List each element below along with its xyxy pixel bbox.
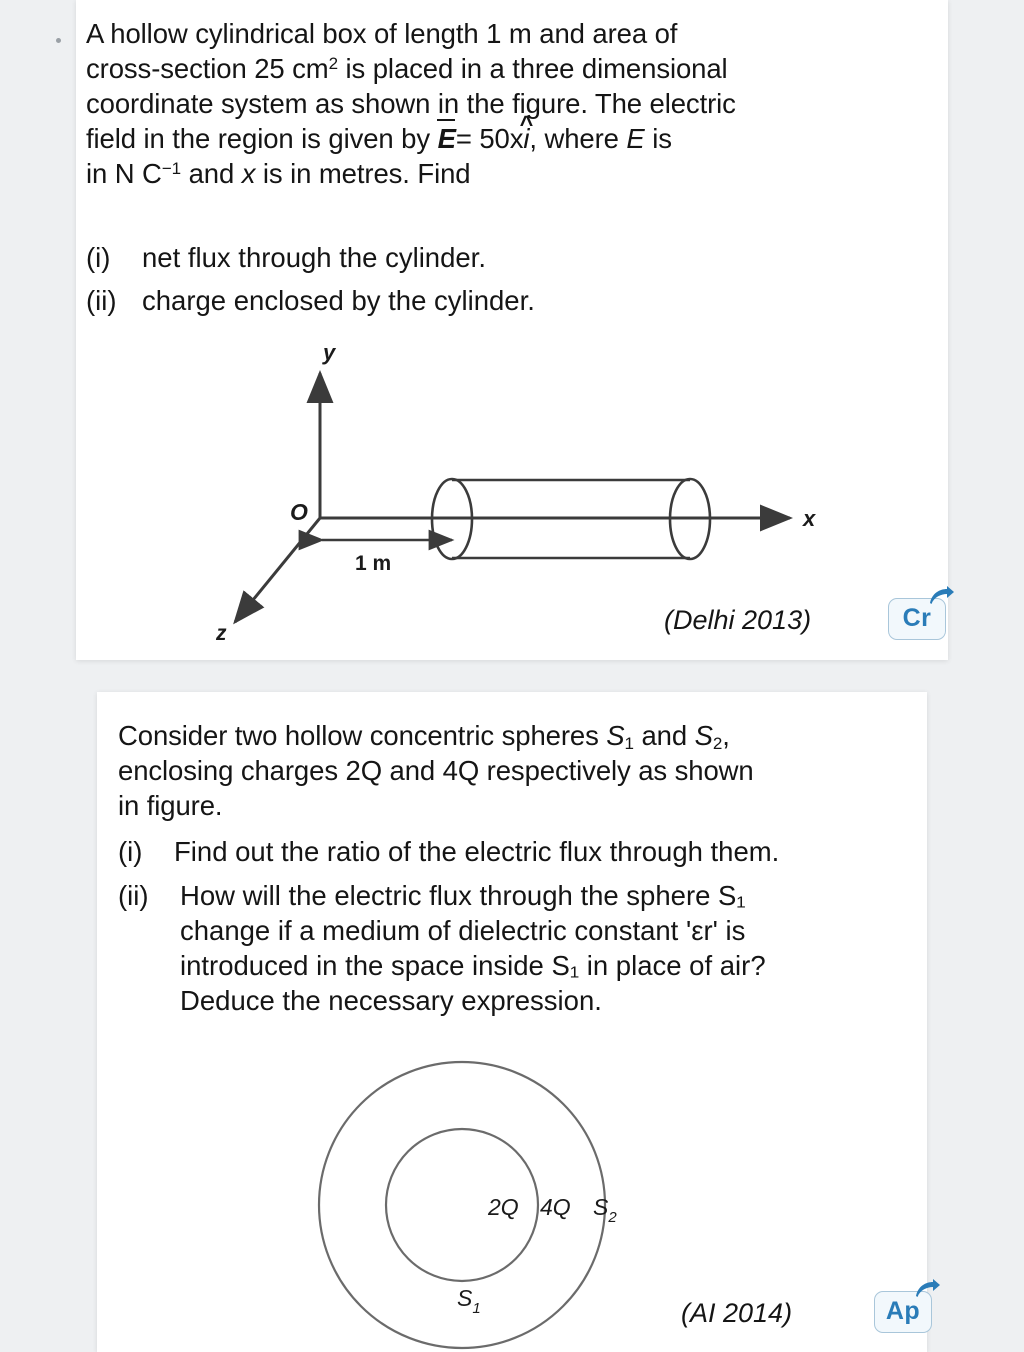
q2-l1-end: , [722,720,730,751]
q1-line-5 [86,156,939,191]
badge-ap-label: Ap [885,1296,921,1325]
label-outer-charge: 4Q [540,1194,571,1220]
q1-l4-w1: field [86,123,136,154]
q1-l1-w1: A [86,18,103,49]
question-2-body [118,718,908,823]
q1-l1-w6: length [404,18,479,49]
question-1-item-i [86,240,486,275]
q1-l5-a: in N C [86,158,162,189]
q2-line-1 [118,718,908,753]
q1-l4-w2: in [143,123,165,154]
q2-s1-symbol: S [606,720,625,751]
q1-l2-a: cross-section 25 cm [86,53,329,84]
q1-line-2 [86,51,939,86]
question-2-item-i [118,834,779,869]
q1-l5-x: x [241,158,256,189]
label-inner-charge: 2Q [488,1194,519,1220]
q1-l1-w8: and [539,18,585,49]
q1-field-equation [438,123,619,154]
q2-l1-a: Consider two hollow concentric spheres [118,720,607,751]
q2-s1-subscript: 1 [624,733,634,753]
q1-item-ii-text: charge enclosed by the cylinder. [142,285,535,316]
q1-l1-w5: of [373,18,397,49]
q2-item-ii-line-4: Deduce the necessary expression. [180,985,602,1016]
q2-item-ii-line-3: introduced in the space inside S₁ in place of air? [180,950,766,981]
badge-ap[interactable] [874,1291,932,1333]
q1-l4-w5: is [301,123,321,154]
vector-E-symbol: E [437,123,456,154]
q1-l1-w4: box [322,18,367,49]
q1-l1-w7: 1 m [486,18,532,49]
q1-item-i-marker: (i) [86,242,111,273]
q1-item-ii-marker: (ii) [86,285,117,316]
axis-label-x: x [803,506,816,531]
q1-l4-w3: the [172,123,211,154]
q1-l2-b: is placed in a three dimensional [338,53,728,84]
axis-label-z: z [216,622,227,645]
badge-arrow-icon [928,586,954,606]
q1-l1-w3: cylindrical [195,18,315,49]
q1-eq-rest: = 50x [455,123,524,154]
q1-l4-w8: E [626,123,645,154]
label-outer-sphere: $S_2$ [593,1194,617,1226]
q1-line-4 [86,121,939,156]
figure-concentric-spheres [300,1058,700,1352]
q2-line-3: in figure. [118,790,223,821]
q2-s2-symbol: S [694,720,713,751]
q1-l5-c: is in metres. Find [255,158,471,189]
question-2-item-ii [118,878,766,1018]
axis-label-origin: O [290,499,308,525]
q2-item-i-text: Find out the ratio of the electric flux through them. [174,836,780,867]
q2-item-ii-line-2: change if a medium of dielectric constant 'εr' is [180,915,746,946]
q1-l4-w7: by [401,123,431,154]
q1-l5-b: and [181,158,242,189]
q2-s2-subscript: 2 [712,733,723,753]
badge-cr-label: Cr [902,603,932,632]
q1-l1-w9: area [592,18,648,49]
q1-eq-tail: , where [529,123,619,154]
i-hat-symbol: i ^ [523,121,529,156]
q1-l5-superscript: −1 [161,159,182,179]
q1-line-1 [86,16,939,51]
q2-line-2: enclosing charges 2Q and 4Q respectively as shown [118,755,754,786]
q1-item-i-text: net flux through the cylinder. [142,242,486,273]
q1-l4-w6: given [328,123,394,154]
q1-l4-w4: region [217,123,294,154]
question-1-body [86,16,939,191]
question-bullet-icon [56,38,61,43]
question-1-item-ii [86,283,535,318]
axis-label-y: y [323,340,336,365]
q1-l1-w2: hollow [110,18,188,49]
q2-item-ii-text [180,878,766,1018]
q1-l1-w10: of [654,18,678,49]
q2-item-ii-line-1: How will the electric flux through the sphere S₁ [180,880,746,911]
badge-arrow-icon [914,1279,940,1299]
label-inner-sphere: $S_1$ [457,1285,481,1317]
q1-l4-w9: is [652,123,672,154]
question-1-source: (Delhi 2013) [664,605,812,635]
q2-item-i-marker: (i) [118,836,143,867]
question-2-source: (AI 2014) [681,1298,793,1328]
q1-line-3: coordinate system as shown in the figure. The electric [86,88,736,119]
q2-l1-mid: and [633,720,695,751]
dimension-label-1m: 1 m [355,552,392,575]
q2-item-ii-marker: (ii) [118,880,149,911]
badge-cr[interactable] [888,598,946,640]
q1-l2-superscript: 2 [328,54,338,74]
